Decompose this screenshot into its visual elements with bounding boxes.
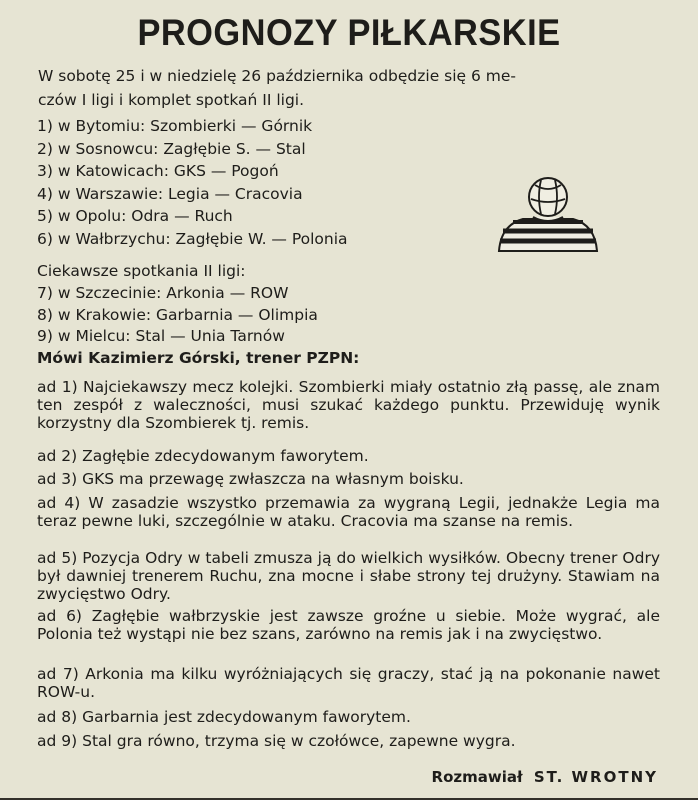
comment-ad7: ad 7) Arkonia ma kilku wyróżniających się graczy, stać ją na pokonanie nawet ROW-u. bbox=[37, 665, 660, 701]
signature-label: Rozmawiał bbox=[431, 768, 523, 786]
match-item: 1) w Bytomiu: Szombierki — Górnik bbox=[37, 117, 313, 135]
match-item: 8) w Krakowie: Garbarnia — Olimpia bbox=[37, 306, 318, 324]
comment-ad6: ad 6) Zagłębie wałbrzyskie jest zawsze groźne u siebie. Może wygrać, ale Polonia też wystąpi nie bez szans, zarówno na remis jak i na zwycięstwo. bbox=[37, 607, 660, 643]
intro-line-1: W sobotę 25 i w niedzielę 26 października odbędzie się 6 me- bbox=[38, 67, 517, 85]
second-league-heading: Ciekawsze spotkania II ligi: bbox=[37, 262, 246, 280]
match-item: 3) w Katowicach: GKS — Pogoń bbox=[37, 162, 279, 180]
comment-ad4: ad 4) W zasadzie wszystko przemawia za wygraną Legii, jednakże Legia ma teraz pewne luki, szczególnie w ataku. Cracovia ma szanse na remis. bbox=[37, 494, 660, 530]
intro-line-2: czów I ligi i komplet spotkań II ligi. bbox=[38, 91, 305, 109]
comment-ad1: ad 1) Najciekawszy mecz kolejki. Szombierki miały ostatnio złą passę, ale znam ten zespół z waleczności, musi szukać każdego punktu. Przewiduję wynik korzystny dla Szombierek tj. remis. bbox=[37, 378, 660, 432]
interview-intro: Mówi Kazimierz Górski, trener PZPN: bbox=[37, 349, 360, 367]
match-item: 6) w Wałbrzychu: Zagłębie W. — Polonia bbox=[37, 230, 348, 248]
match-item: 7) w Szczecinie: Arkonia — ROW bbox=[37, 284, 289, 302]
signature-name: ST. WROTNY bbox=[533, 768, 658, 786]
comment-ad8: ad 8) Garbarnia jest zdecydowanym faworytem. bbox=[37, 708, 411, 726]
comment-ad3: ad 3) GKS ma przewagę zwłaszcza na własnym boisku. bbox=[37, 470, 464, 488]
article-title: PROGNOZY PIŁKARSKIE bbox=[137, 12, 561, 53]
match-item: 5) w Opolu: Odra — Ruch bbox=[37, 207, 233, 225]
comment-ad2: ad 2) Zagłębie zdecydowanym faworytem. bbox=[37, 447, 369, 465]
match-item: 9) w Mielcu: Stal — Unia Tarnów bbox=[37, 327, 285, 345]
comment-ad9: ad 9) Stal gra równo, trzyma się w czołówce, zapewne wygra. bbox=[37, 732, 516, 750]
comment-ad5: ad 5) Pozycja Odry w tabeli zmusza ją do wielkich wysiłków. Obecny trener Odry był dawniej trenerem Ruchu, zna mocne i słabe strony tej drużyny. Stawiam na zwycięstwo Odry. bbox=[37, 549, 660, 603]
match-item: 4) w Warszawie: Legia — Cracovia bbox=[37, 185, 303, 203]
football-player-illustration bbox=[493, 175, 603, 257]
signature bbox=[432, 768, 658, 786]
match-item: 2) w Sosnowcu: Zagłębie S. — Stal bbox=[37, 140, 306, 158]
